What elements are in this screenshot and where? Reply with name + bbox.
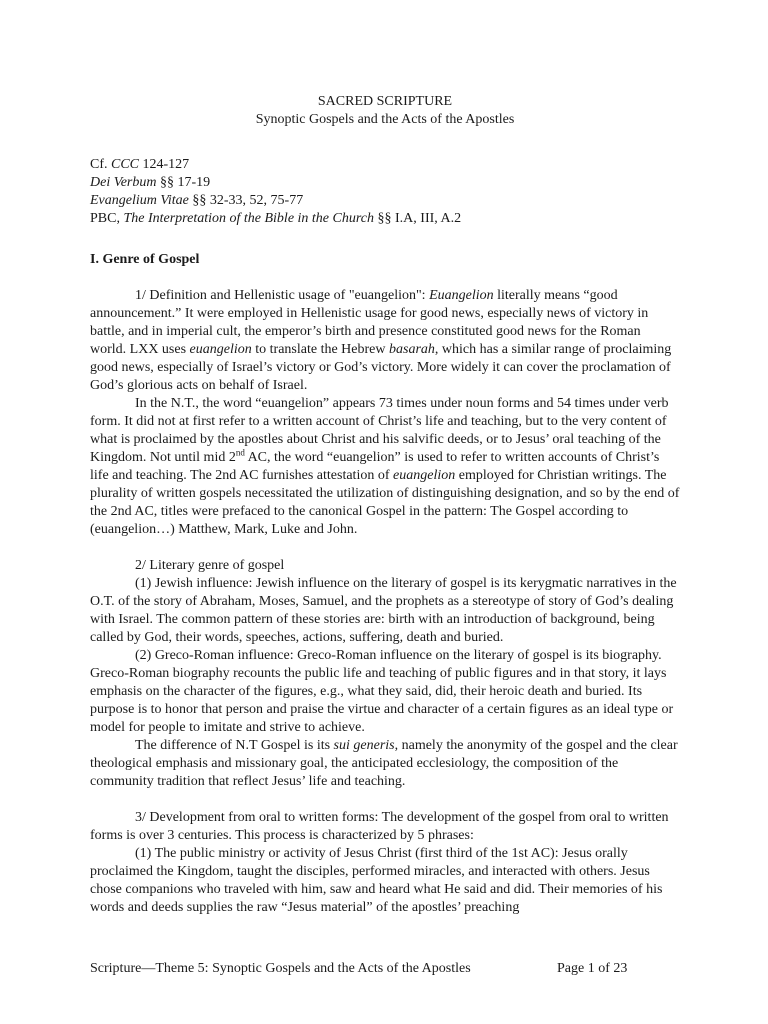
paragraph-jewish-influence: (1) Jewish influence: Jewish influence on the literary of gospel is its kerygmatic narratives in the O.T. of the story of Abraham, Moses, Samuel, and the prophets as a stereotype of story of God’s dealing with Israel. The common pattern of these stories are: birth with an introduction of background, being called by God, their words, speeches, actions, suffering, death and buried.	[90, 576, 677, 645]
document-subtitle: Synoptic Gospels and the Acts of the Apostles	[255, 112, 515, 127]
reference-sections: 124-127	[139, 157, 190, 172]
text-run: employed for Christian writings. The plurality of written gospels necessitated the utilization of distinguishing designation, and so by the end of the 2nd AC, titles were prefaced to the canonical Gospel in the pattern: The Gospel according to (euangelion…) Matthew, Mark, Luke and John.	[90, 468, 680, 537]
reference-sections: §§ 17-19	[156, 175, 211, 190]
italic-term: euangelion	[393, 468, 456, 483]
italic-term: Euangelion	[429, 288, 494, 303]
italic-term: euangelion	[189, 342, 252, 357]
text-run: , namely the anonymity of the gospel and the clear theological emphasis and missionary goal, the anticipated ecclesiology, the composition of the community tradition that reflect Jesus’ life and teaching.	[90, 738, 678, 789]
paragraph-euangelion-definition	[90, 287, 680, 395]
text-run: The difference of N.T Gospel is its	[135, 738, 334, 753]
spacer	[90, 539, 680, 557]
italic-term: sui generis	[333, 738, 395, 753]
spacer	[90, 269, 680, 287]
footer-document-title: Scripture—Theme 5: Synoptic Gospels and the Acts of the Apostles	[90, 961, 471, 976]
document-title: SACRED SCRIPTURE	[317, 94, 453, 109]
paragraph-public-ministry: (1) The public ministry or activity of Jesus Christ (first third of the 1st AC): Jesus orally proclaimed the Kingdom, taught the disciples, performed miracles, and interacted with others. Jesus chose companions who traveled with him, saw and heard what He said and did. Their memories of his words and deeds supplies the raw “Jesus material” of the apostles’ preaching	[90, 846, 663, 915]
text-run: In the N.T., the word “euangelion” appears 73 times under noun forms and 54 times under verb form. It did not at first refer to a written account of Christ’s life and teaching, but to the very content of what is proclaimed by the apostles about Christ and his salvific deeds, or to Jesus’ oral teaching of the Kingdom. Not until mid 2	[90, 396, 669, 465]
paragraph-oral-to-written: 3/ Development from oral to written forms: The development of the gospel from oral to written forms is over 3 centuries. This process is characterized by 5 phrases:	[90, 810, 669, 843]
text-run: literally means “good announcement.” It were employed in Hellenistic usage for good news, especially news of victory in battle, and in imperial cult, the emperor’s birth and presence constituted good news for the Roman world. LXX uses	[90, 288, 649, 357]
text-run: , which has a similar range of proclaiming good news, especially of Israel’s victory or God’s victory. More widely it can cover the proclamation of God’s glorious acts on behalf of Israel.	[90, 342, 672, 393]
reference-prefix: Cf.	[90, 157, 111, 172]
reference-item	[90, 174, 680, 192]
reference-list	[90, 156, 680, 228]
reference-item	[90, 210, 680, 228]
paragraph-greco-roman-influence: (2) Greco-Roman influence: Greco-Roman influence on the literary of gospel is its biography. Greco-Roman biography recounts the public life and teaching of public figures and in that story, it lays emphasis on the character of the figures, e.g., what they said, did, their heroic death and buried. Its purpose is to honor that person and praise the virtue and character of a certain figures as an ideal type or model for people to imitate and strive to achieve.	[90, 648, 674, 735]
spacer	[90, 791, 680, 809]
reference-item	[90, 192, 680, 210]
section-heading: I. Genre of Gospel	[90, 252, 200, 267]
text-run: 1/ Definition and Hellenistic usage of "euangelion":	[135, 288, 430, 303]
reference-title: The Interpretation of the Bible in the Church	[123, 211, 375, 226]
superscript: nd	[235, 447, 245, 458]
paragraph-literary-genre-heading: 2/ Literary genre of gospel	[135, 558, 285, 573]
italic-term: basarah	[389, 342, 435, 357]
reference-sections: §§ 32-33, 52, 75-77	[188, 193, 304, 208]
reference-title: Evangelium Vitae	[90, 193, 189, 208]
footer-page-number: Page 1 of 23	[557, 961, 628, 976]
reference-title: CCC	[111, 157, 140, 172]
document-page	[90, 93, 680, 917]
text-run: AC, the word “euangelion” is used to refer to written accounts of Christ’s life and teaching. The 2nd AC furnishes attestation of	[90, 450, 660, 483]
reference-prefix: PBC,	[90, 211, 124, 226]
paragraph-nt-usage	[90, 395, 680, 539]
reference-sections: §§ I.A, III, A.2	[374, 211, 462, 226]
paragraph-nt-difference	[90, 737, 680, 791]
reference-title: Dei Verbum	[90, 175, 157, 190]
reference-item	[90, 156, 680, 174]
text-run: to translate the Hebrew	[251, 342, 389, 357]
